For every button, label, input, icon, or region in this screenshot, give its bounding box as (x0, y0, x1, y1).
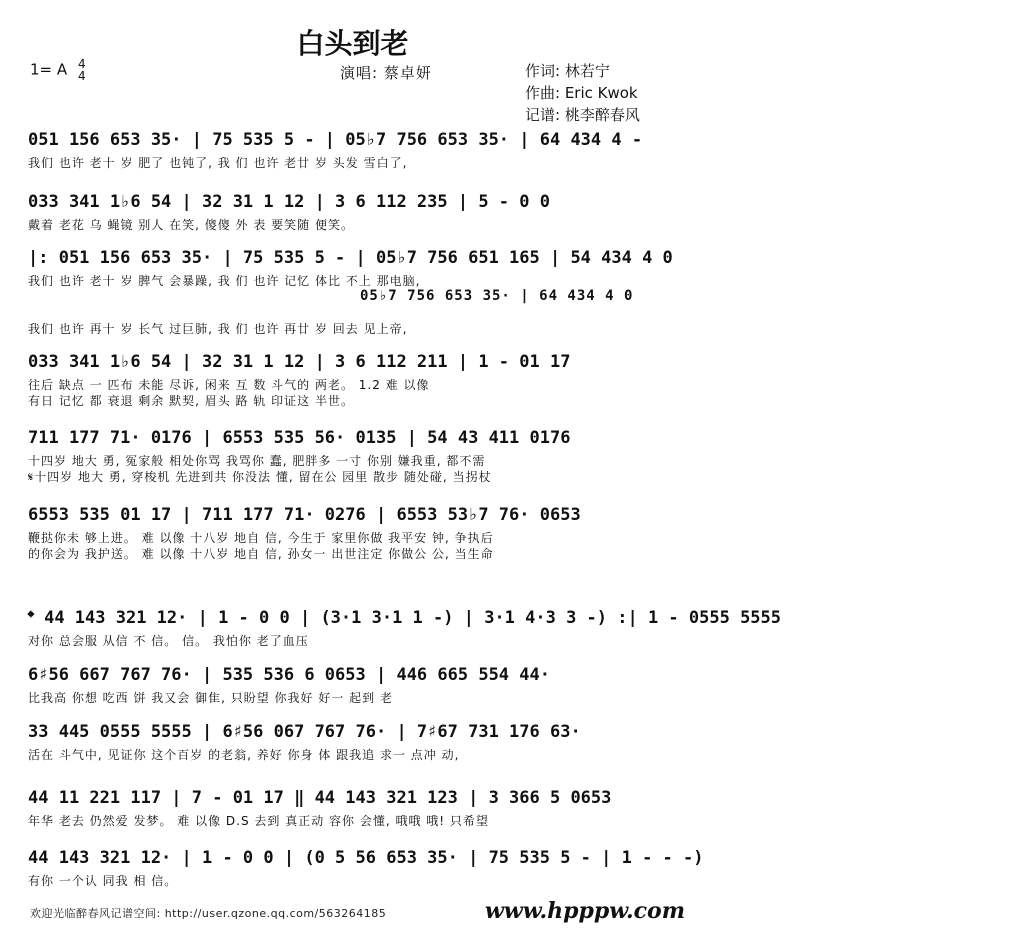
notes-line: 033 341 1♭6 54 | 32 31 1 12 | 3 6 112 211 | 1 - 01 17 (28, 352, 571, 372)
notes-line: 051 156 653 35· | 75 535 5 - | 05♭7 756 653 35· | 64 434 4 - (28, 130, 643, 150)
notes-line: 𝄌 44 143 321 12· | 1 - 0 0 | (3·1 3·1 1 -) | 3·1 4·3 3 -) :| 1 - 0555 5555 (28, 608, 782, 628)
notes-line: 6553 535 01 17 | 711 177 71· 0276 | 6553 53♭7 76· 0653 (28, 505, 581, 525)
time-signature (78, 58, 86, 82)
notes-line: 44 11 221 117 | 7 - 01 17 ‖ 44 143 321 123 | 3 366 5 0653 (28, 788, 612, 808)
notes-line: 33 445 0555 5555 | 6♯56 067 767 76· | 7♯67 731 176 63· (28, 722, 581, 742)
lyrics-line-1: 比我高 你想 吃西 饼 我又会 御隹, 只盼望 你我好 好一 起到 老 (28, 691, 393, 705)
key-label: 1= A (30, 60, 68, 79)
lyrics-line-1: 我们 也许 再十 岁 长气 过巨肺, 我 们 也许 再廿 岁 回去 见上帝, (28, 322, 408, 336)
lyrics-line-1: 我们 也许 老十 岁 脾气 会暴躁, 我 们 也许 记忆 体比 不上 那电脑, (28, 274, 421, 288)
notes-line: 711 177 71· 0176 | 6553 535 56· 0135 | 54 43 411 0176 (28, 428, 571, 448)
time-bottom: 4 (77, 69, 86, 83)
singer-credit: 演唱: 蔡卓妍 (340, 64, 432, 82)
credits-block (525, 60, 640, 126)
lyrics-line-1: 十四岁 地大 勇, 冤家般 相处你骂 我骂你 蠢, 肥胖多 一寸 你别 嫌我重, 都不需 (28, 454, 486, 468)
notes-line: 033 341 1♭6 54 | 32 31 1 12 | 3 6 112 235 | 5 - 0 0 (28, 192, 550, 212)
transcriber-credit: 记谱: 桃李醉春风 (525, 106, 640, 124)
footer-text: 欢迎光临醉春风记谱空间: http://user.qzone.qq.com/563264185 (30, 907, 387, 920)
lyrics-line-1: 有你 一个认 同我 相 信。 (28, 874, 178, 888)
lyrics-line-1: 我们 也许 老十 岁 肥了 也钝了, 我 们 也许 老廿 岁 头发 雪白了, (28, 156, 408, 170)
lyrics-line-1: 对你 总会服 从信 不 信。 信。 我怕你 老了血压 (28, 634, 309, 648)
lyrics-line-1: 活在 斗气中, 见证你 这个百岁 的老翁, 养好 你身 体 跟我追 求一 点冲 动, (28, 748, 460, 762)
site-watermark: www.hpppw.com (484, 898, 685, 924)
notes-line: |: 051 156 653 35· | 75 535 5 - | 05♭7 756 651 165 | 54 434 4 0 (28, 248, 673, 268)
notes-line-alt: 05♭7 756 653 35· | 64 434 4 0 (360, 288, 634, 304)
lyrics-line-1: 戴着 老花 乌 蝇镜 别人 在笑, 傻傻 外 表 要笑随 便笑。 (28, 218, 354, 232)
lyrics-line-1: 鞭挞你未 够上进。 难 以像 十八岁 地自 信, 今生于 家里你做 我平安 钟, 争执后 (28, 531, 494, 545)
lyrics-line-2: 𝄋十四岁 地大 勇, 穿梭机 先进到共 你没法 懂, 留在公 园里 散步 随处碰, 当拐杖 (28, 470, 492, 484)
notes-line: 44 143 321 12· | 1 - 0 0 | (0 5 56 653 35· | 75 535 5 - | 1 - - -) (28, 848, 704, 868)
notes-line: 6♯56 667 767 76· | 535 536 6 0653 | 446 665 554 44· (28, 665, 550, 685)
lyricist-credit: 作词: 林若宁 (525, 62, 610, 80)
lyrics-line-2: 的你会为 我护送。 难 以像 十八岁 地自 信, 孙女一 出世注定 你做公 公, 当生命 (28, 547, 494, 561)
song-title: 白头到老 (296, 27, 409, 60)
lyrics-line-2: 有日 记忆 都 衰退 剩余 默契, 眉头 路 轨 印证这 半世。 (28, 394, 354, 408)
lyrics-line-1: 往后 缺点 一 匹布 未能 尽诉, 闲来 互 数 斗气的 两老。 1.2 难 以像 (28, 378, 430, 392)
composer-credit: 作曲: Eric Kwok (525, 84, 638, 102)
time-top: 4 (77, 57, 86, 71)
key-signature (30, 58, 86, 82)
lyrics-line-1: 年华 老去 仍然爱 发梦。 难 以像 D.S 去到 真正动 容你 会懂, 哦哦 哦! 只希望 (28, 814, 489, 828)
